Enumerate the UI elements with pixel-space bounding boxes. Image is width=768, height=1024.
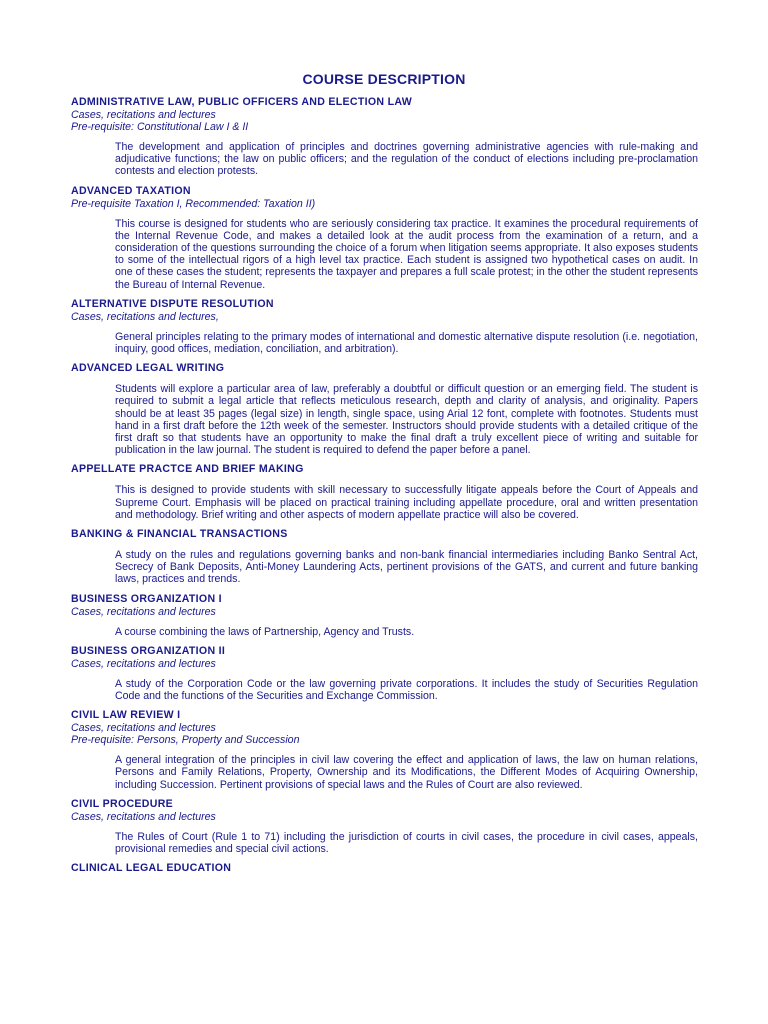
- course-entry: [71, 362, 698, 456]
- course-description: A course combining the laws of Partnership, Agency and Trusts.: [115, 625, 415, 638]
- course-entry: [71, 709, 698, 791]
- course-description: General principles relating to the primary modes of international and domestic alternative dispute resolution (i.e. negotiation, inquiry, good offices, mediation, conciliation, and arbitration).: [115, 330, 698, 356]
- course-entry: [71, 298, 698, 355]
- course-description: A study of the Corporation Code or the law governing private corporations. It includes the study of Securities Regulation Code and the functions of the Securities and Exchange Commission.: [115, 677, 698, 703]
- course-description: Students will explore a particular area of law, preferably a doubtful or difficult question or an emerging field. The student is required to submit a legal article that reflects meticulous research, depth and clarity of analysis, and originality. Papers should be at least 35 pages (legal size) in length, single space, using Arial 12 font, complete with footnotes. Students must hand in a first draft before the 12th week of the semester. Instructors should provide students with a detailed critique of the first draft so that students have an opportunity to make the final draft a truly excellent piece of writing and suitable for publication in the law journal. The student is required to defend the paper before a panel.: [115, 383, 698, 457]
- course-prerequisite: Pre-requisite: Persons, Property and Succession: [71, 734, 300, 747]
- course-entry: [71, 798, 698, 855]
- course-title: CIVIL LAW REVIEW I: [71, 709, 181, 722]
- course-title: CIVIL PROCEDURE: [71, 797, 174, 810]
- course-title: BUSINESS ORGANIZATION II: [71, 644, 226, 657]
- course-format: Cases, recitations and lectures,: [71, 310, 219, 323]
- course-title: ADVANCED LEGAL WRITING: [71, 362, 225, 375]
- course-title: BANKING & FINANCIAL TRANSACTIONS: [71, 528, 288, 541]
- course-title: CLINICAL LEGAL EDUCATION: [71, 862, 232, 875]
- course-title: ALTERNATIVE DISPUTE RESOLUTION: [71, 297, 274, 310]
- course-entry: [71, 862, 698, 875]
- course-description: This course is designed for students who are seriously considering tax practice. It examines the procedural requirements of the Internal Revenue Code, and makes a detailed look at the audit process from the examination of a return, and a consideration of the questions surrounding the choice of a forum when litigation seems appropriate. It also exposes students to some of the intellectual rigors of a high level tax practice. Each student is assigned two hypothetical cases on audit. In one of these cases the student; represents the taxpayer and prepares a full scale protest; in the other the student represents the Bureau of Internal Revenue.: [115, 217, 698, 291]
- course-entry: [71, 185, 698, 291]
- course-entry: [71, 645, 698, 702]
- course-format: Cases, recitations and lectures: [71, 722, 216, 735]
- page-title: COURSE DESCRIPTION: [302, 71, 466, 87]
- course-title: ADVANCED TAXATION: [71, 184, 191, 197]
- course-title: BUSINESS ORGANIZATION I: [71, 592, 222, 605]
- course-format: Cases, recitations and lectures: [71, 810, 216, 823]
- course-prerequisite: Pre-requisite Taxation I, Recommended: Taxation II): [71, 197, 316, 210]
- course-title: APPELLATE PRACTCE AND BRIEF MAKING: [71, 463, 304, 476]
- course-list: [71, 96, 698, 882]
- course-description: A general integration of the principles in civil law covering the effect and application of laws, the law on human relations, Persons and Family Relations, Property, Ownership and its Modifications, the Different Modes of Acquiring Ownership, including Succession. Pertinent provisions of special laws and the Rules of Court are also reviewed.: [115, 754, 698, 791]
- course-description: The Rules of Court (Rule 1 to 71) including the jurisdiction of courts in civil cases, the procedure in civil cases, appeals, provisional remedies and special civil actions.: [115, 830, 698, 856]
- course-description: A study on the rules and regulations governing banks and non-bank financial intermediaries including Banko Sentral Act, Secrecy of Bank Deposits, Anti-Money Laundering Acts, pertinent provisions of the GATS, and current and future banking laws, practices and trends.: [115, 549, 698, 586]
- course-entry: [71, 96, 698, 178]
- course-entry: [71, 593, 698, 638]
- course-format: Cases, recitations and lectures: [71, 109, 216, 121]
- course-format: Cases, recitations and lectures: [71, 657, 216, 670]
- course-format: Cases, recitations and lectures: [71, 605, 216, 618]
- course-description: This is designed to provide students with skill necessary to successfully litigate appeals before the Court of Appeals and Supreme Court. Emphasis will be placed on practical training including appellate procedure, oral and written presentation and methodology. Brief writing and other aspects of modern appellate practice will also be covered.: [115, 484, 698, 521]
- course-entry: [71, 528, 698, 586]
- course-entry: [71, 463, 698, 521]
- course-title: ADMINISTRATIVE LAW, PUBLIC OFFICERS AND ELECTION LAW: [71, 96, 413, 108]
- course-description: The development and application of principles and doctrines governing administrative agencies with rule-making and adjudicative functions; the law on public officers; and the regulation of the conduct of elections including pre-proclamation contests and election protests.: [115, 141, 698, 178]
- course-prerequisite: Pre-requisite: Constitutional Law I & II: [71, 121, 249, 133]
